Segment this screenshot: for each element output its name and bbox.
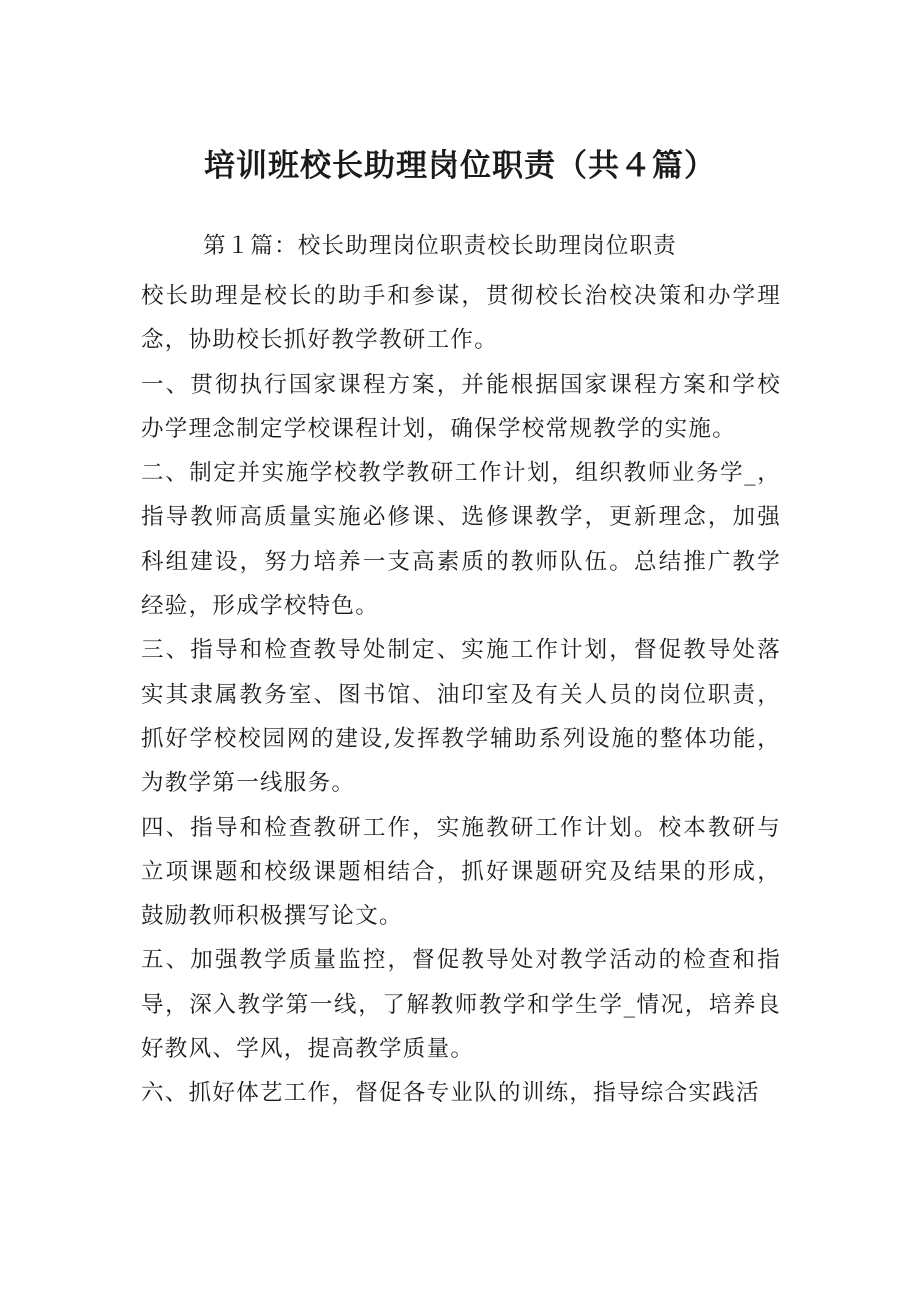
body-paragraph: 六、抓好体艺工作，督促各专业队的训练，指导综合实践活	[141, 1080, 760, 1107]
body-paragraph: 校长助理是校长的助手和参谋，贯彻校长治校决策和办学理念，协助校长抓好教学教研工作。	[141, 283, 781, 354]
body-paragraph: 四、指导和检查教研工作，实施教研工作计划。校本教研与立项课题和校级课题相结合，抓好课题研究及结果的形成，鼓励教师积极撰写论文。	[141, 814, 781, 930]
body-paragraph: 二、制定并实施学校教学教研工作计划，组织教师业务学_，指导教师高质量实施必修课、选修课教学，更新理念，加强科组建设，努力培养一支高素质的教师队伍。总结推广教学经验，形成学校特色。	[141, 460, 781, 620]
document-title: 培训班校长助理岗位职责（共４篇）	[204, 148, 716, 184]
body-paragraph: 三、指导和检查教导处制定、实施工作计划，督促教导处落实其隶属教务室、图书馆、油印室及有关人员的岗位职责，抓好学校校园网的建设,发挥教学辅助系列设施的整体功能，为教学第一线服务。	[141, 637, 781, 797]
section-heading: 第１篇：校长助理岗位职责校长助理岗位职责	[203, 233, 678, 259]
body-paragraph: 一、贯彻执行国家课程方案，并能根据国家课程方案和学校办学理念制定学校课程计划，确保学校常规教学的实施。	[141, 371, 781, 442]
body-paragraph: 五、加强教学质量监控，督促教导处对教学活动的检查和指导，深入教学第一线，了解教师教学和学生学_情况，培养良好教风、学风，提高教学质量。	[141, 947, 781, 1063]
document-body	[141, 274, 781, 1116]
